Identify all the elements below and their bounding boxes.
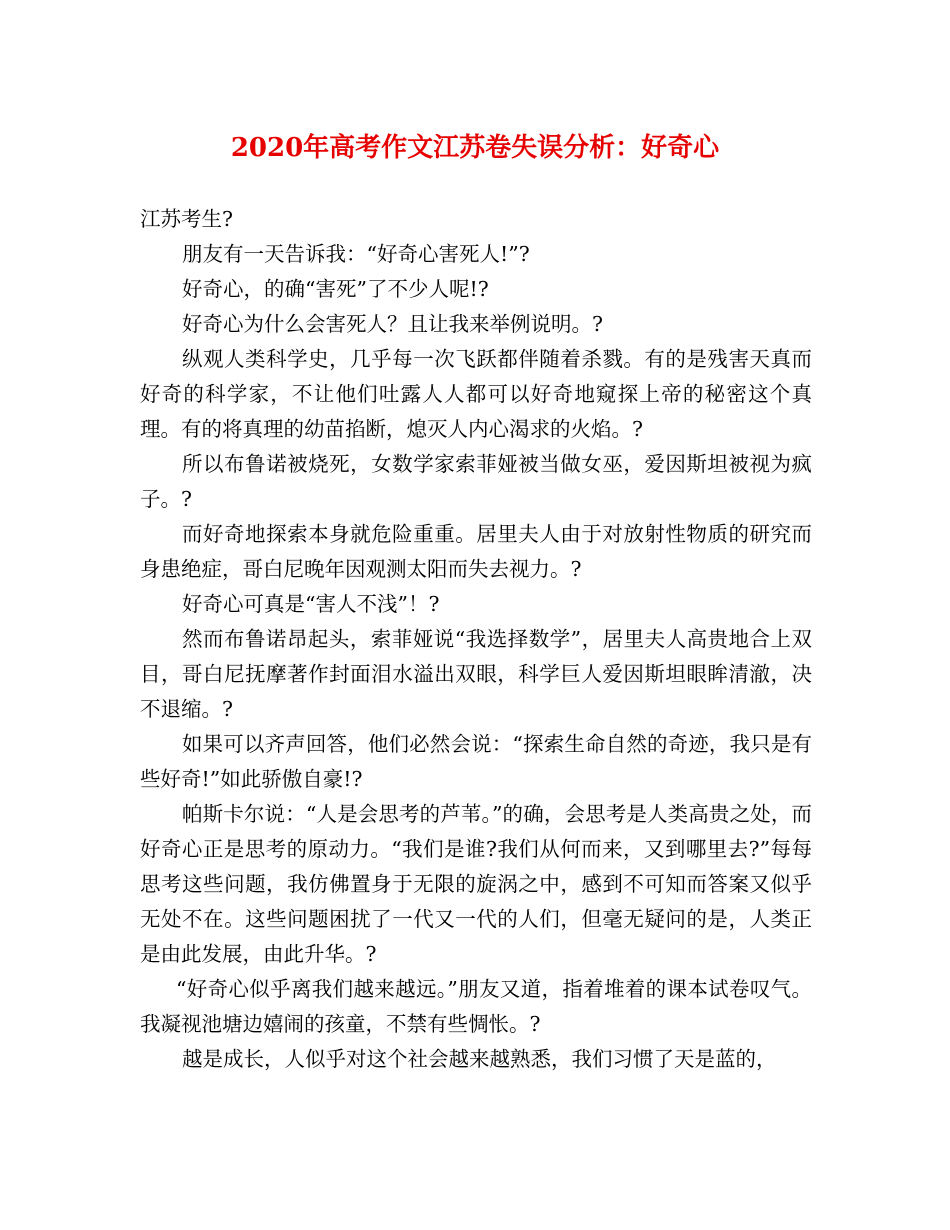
document-body [140,202,812,1077]
paragraph: 越是成长，人似乎对这个社会越来越熟悉，我们习惯了天是蓝的， [182,1047,777,1071]
paragraph: 好奇心，的确“害死”了不少人呢!? [182,277,489,301]
paragraph: 然而布鲁诺昂起头，索菲娅说“我选择数学”，居里夫人高贵地合上双目，哥白尼抚摩著作封面泪水溢出双眼，科学巨人爱因斯坦眼眸清澈，决不退缩。? [140,627,812,721]
paragraph: 所以布鲁诺被烧死，女数学家索菲娅被当做女巫，爱因斯坦被视为疯子。? [140,452,812,511]
paragraph: 纵观人类科学史，几乎每一次飞跃都伴随着杀戮。有的是残害天真而好奇的科学家，不让他们吐露人人都可以好奇地窥探上帝的秘密这个真理。有的将真理的幼苗掐断，熄灭人内心渴求的火焰。? [140,347,812,441]
paragraph: 朋友有一天告诉我：“好奇心害死人!”? [182,242,530,266]
paragraph: 好奇心为什么会害死人？且让我来举例说明。? [182,312,603,336]
paragraph-salutation: 江苏考生? [140,207,233,231]
paragraph: 而好奇地探索本身就危险重重。居里夫人由于对放射性物质的研究而身患绝症，哥白尼晚年因观测太阳而失去视力。? [140,522,812,581]
paragraph: “好奇心似乎离我们越来越远。”朋友又道，指着堆着的课本试卷叹气。我凝视池塘边嬉闹的孩童，不禁有些惆怅。? [140,977,812,1036]
paragraph: 好奇心可真是“害人不浅”！? [182,592,440,616]
document-title: 2020年高考作文江苏卷失误分析：好奇心 [230,133,720,163]
paragraph: 帕斯卡尔说：“人是会思考的芦苇。”的确，会思考是人类高贵之处，而好奇心正是思考的原动力。“我们是谁?我们从何而来，又到哪里去?”每每思考这些问题，我仿佛置身于无限的旋涡之中，感到不可知而答案又似乎无处不在。这些问题困扰了一代又一代的人们，但毫无疑问的是，人类正是由此发展，由此升华。? [140,802,812,966]
paragraph: 如果可以齐声回答，他们必然会说：“探索生命自然的奇迹，我只是有些好奇!”如此骄傲自豪!? [140,732,812,791]
